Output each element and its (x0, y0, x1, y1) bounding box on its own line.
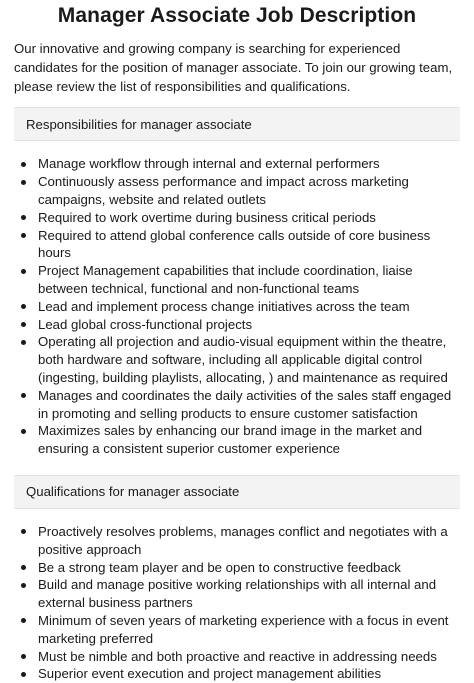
list-item: Project Management capabilities that include coordination, liaise between technical, functional and non-functional teams (38, 262, 460, 298)
qualifications-heading: Qualifications for manager associate (14, 475, 460, 509)
responsibilities-heading: Responsibilities for manager associate (14, 107, 460, 141)
list-item: Lead global cross-functional projects (38, 316, 460, 334)
list-item: Minimum of seven years of marketing experience with a focus in event marketing preferred (38, 612, 460, 648)
intro-paragraph: Our innovative and growing company is searching for experienced candidates for the position of manager associate. To join our growing team, please review the list of responsibilities and qualifications. (14, 41, 453, 94)
list-item: Proactively resolves problems, manages conflict and negotiates with a positive approach (38, 523, 460, 559)
list-item: Maximizes sales by enhancing our brand image in the market and ensuring a consistent superior customer experience (38, 422, 460, 458)
qualifications-list (14, 523, 460, 683)
list-item: Be a strong team player and be open to constructive feedback (38, 559, 460, 577)
list-item: Superior event execution and project management abilities (38, 665, 460, 683)
list-item: Lead and implement process change initiatives across the team (38, 298, 460, 316)
list-item: Continuously assess performance and impact across marketing campaigns, website and related outlets (38, 173, 460, 209)
page-title: Manager Associate Job Description (57, 4, 417, 27)
list-item: Manage workflow through internal and external performers (38, 155, 460, 173)
responsibilities-list (14, 155, 460, 458)
list-item: Operating all projection and audio-visual equipment within the theatre, both hardware and software, including all applicable digital control (ingesting, building playlists, allocating, ) and maintenance as required (38, 333, 460, 386)
qualifications-section (14, 475, 460, 683)
responsibilities-section (14, 107, 460, 458)
list-item: Required to attend global conference calls outside of core business hours (38, 227, 460, 263)
list-item: Must be nimble and both proactive and reactive in addressing needs (38, 648, 460, 666)
list-item: Build and manage positive working relationships with all internal and external business partners (38, 576, 460, 612)
list-item: Required to work overtime during business critical periods (38, 209, 460, 227)
list-item: Manages and coordinates the daily activities of the sales staff engaged in promoting and selling products to ensure customer satisfaction (38, 387, 460, 423)
